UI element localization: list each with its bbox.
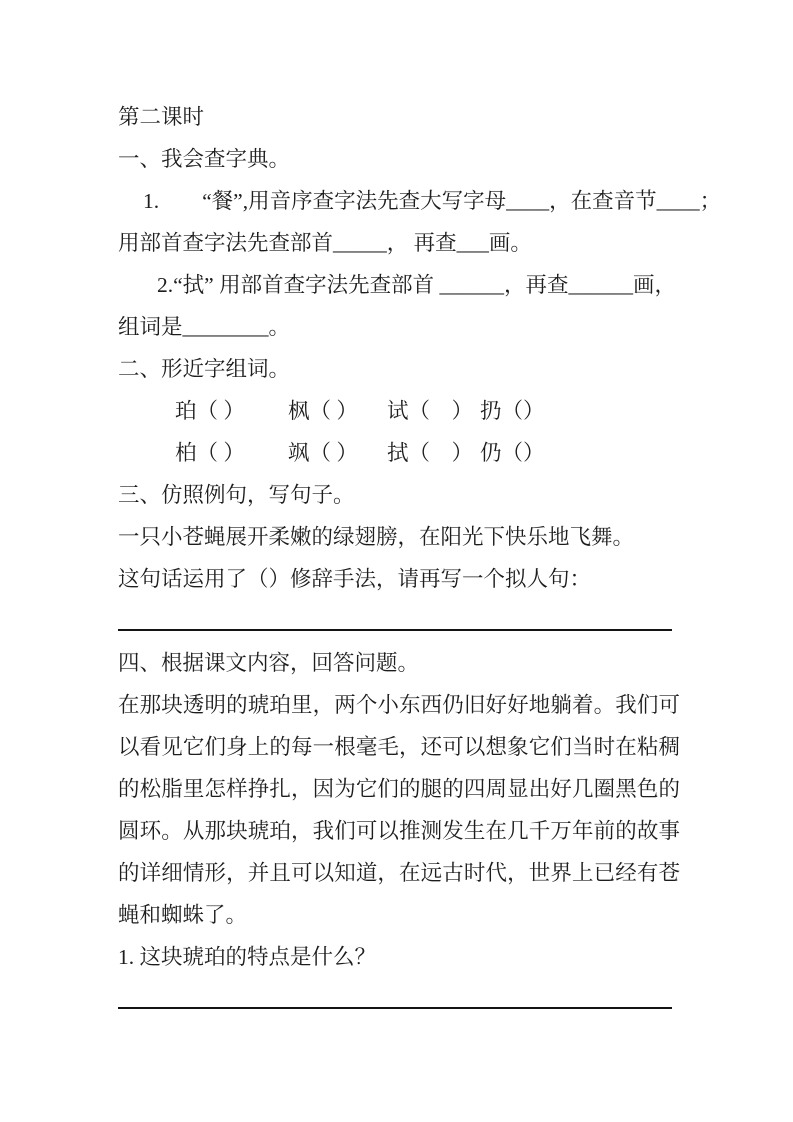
answer-underline [118,629,672,631]
q1-line-1: 1. “餐”,用音序查字法先查大写字母____，在查音节____； [143,189,722,213]
answer-blank-line [118,978,683,1020]
passage-line: 的松脂里怎样挣扎，因为它们的腿的四周显出好几圈黑色的 [118,777,680,801]
answer-blank-line [118,600,683,642]
passage-line: 以看见它们身上的每一根毫毛，还可以想象它们当时在粘稠 [118,735,680,759]
word-pair-cell: 柏（ ） [175,441,245,465]
section-3-title: 三、仿照例句，写句子。 [118,483,355,507]
word-pair-cell: 珀（ ） [175,399,245,423]
answer-underline [118,1007,672,1009]
word-pair-cell: 扔（） [480,399,545,423]
passage-line: 蝇和蜘蛛了。 [118,903,248,927]
word-pair-cell: 仍（） [480,441,545,465]
passage-line: 的详细情形，并且可以知道，在远古时代，世界上已经有苍 [118,861,680,885]
word-pair-cell: 拭（ ） [387,441,474,465]
example-sentence: 一只小苍蝇展开柔嫩的绿翅膀，在阳光下快乐地飞舞。 [118,525,635,549]
passage-line: 在那块透明的琥珀里，两个小东西仍旧好好地躺着。我们可 [118,693,680,717]
section-2-title: 二、形近字组词。 [118,357,291,381]
section-1-title: 一、我会查字典。 [118,147,291,171]
rewrite-prompt: 这句话运用了（）修辞手法，请再写一个拟人句： [118,567,592,591]
word-pair-cell: 枫（ ） [288,399,358,423]
section-4-title: 四、根据课文内容，回答问题。 [118,651,420,675]
passage-line: 圆环。从那块琥珀，我们可以推测发生在几千万年前的故事 [118,819,680,843]
word-pair-cell: 试（ ） [387,399,474,423]
q2-line-2: 组词是________。 [118,315,291,339]
question-1: 1. 这块琥珀的特点是什么？ [118,945,377,969]
word-pair-cell: 飒（ ） [288,441,358,465]
word-pair-row [118,390,683,432]
q2-line-1: 2.“拭” 用部首查字法先查部首 ______，再查______画， [157,273,676,297]
q1-line-2: 用部首查字法先查部首_____， 再查___画。 [118,231,532,255]
word-pair-row [118,432,683,474]
lesson-title: 第二课时 [118,105,205,129]
